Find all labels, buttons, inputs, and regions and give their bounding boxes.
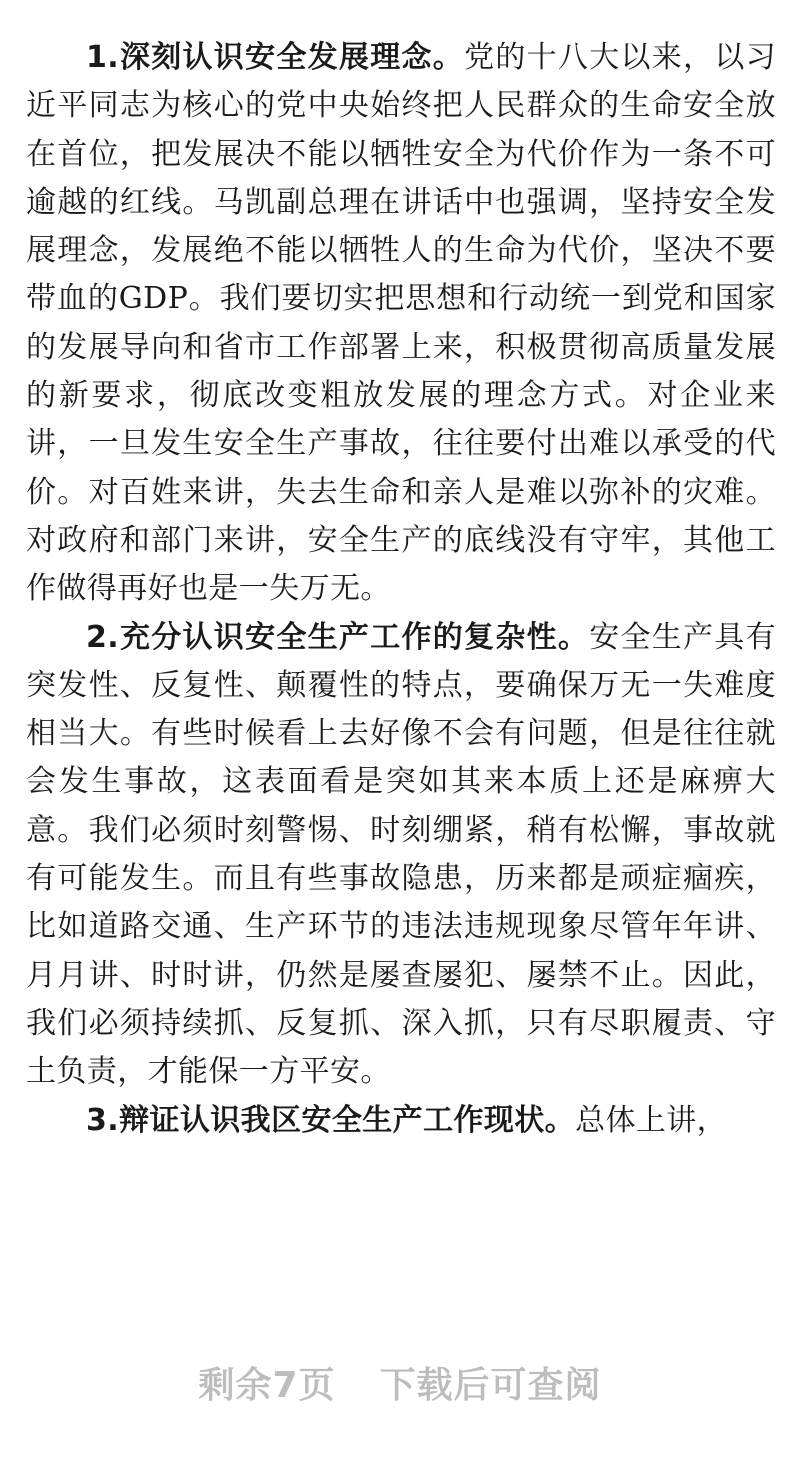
download-to-view-text: 下载后可查阅	[379, 1365, 602, 1406]
paragraph-1	[26, 34, 776, 614]
remaining-pages-text: 剩余7页	[198, 1365, 336, 1406]
paragraph-3	[26, 1097, 776, 1145]
paragraph-2	[26, 614, 776, 1097]
document-body	[26, 34, 776, 1145]
paragraph-3-text: 总体上讲，	[575, 1102, 728, 1138]
download-prompt[interactable]	[0, 1364, 800, 1408]
paragraph-1-text: 党的十八大以来，以习近平同志为核心的党中央始终把人民群众的生命安全放在首位，把发展决不能以牺牲安全为代价作为一条不可逾越的红线。马凯副总理在讲话中也强调，坚持安全发展理念，发展绝不能以牺牲人的生命为代价，坚决不要带血的GDP。我们要切实把思想和行动统一到党和国家的发展导向和省市工作部署上来，积极贯彻高质量发展的新要求，彻底改变粗放发展的理念方式。对企业来讲，一旦发生安全生产事故，往往要付出难以承受的代价。对百姓来讲，失去生命和亲人是难以弥补的灾难。对政府和部门来讲，安全生产的底线没有守牢，其他工作做得再好也是一失万无。	[26, 40, 776, 607]
paragraph-2-heading: 2.充分认识安全生产工作的复杂性。	[86, 619, 590, 655]
paragraph-1-heading: 1.深刻认识安全发展理念。	[86, 40, 465, 75]
paragraph-3-heading: 3.辩证认识我区安全生产工作现状。	[86, 1102, 576, 1138]
paragraph-2-text: 安全生产具有突发性、反复性、颠覆性的特点，要确保万无一失难度相当大。有些时候看上去好像不会有问题，但是往往就会发生事故，这表面看是突如其来本质上还是麻痹大意。我们必须时刻警惕、时刻绷紧，稍有松懈，事故就有可能发生。而且有些事故隐患，历来都是顽症痼疾，比如道路交通、生产环节的违法违规现象尽管年年讲、月月讲、时时讲，仍然是屡查屡犯、屡禁不止。因此，我们必须持续抓、反复抓、深入抓，只有尽职履责、守土负责，才能保一方平安。	[26, 619, 776, 1090]
